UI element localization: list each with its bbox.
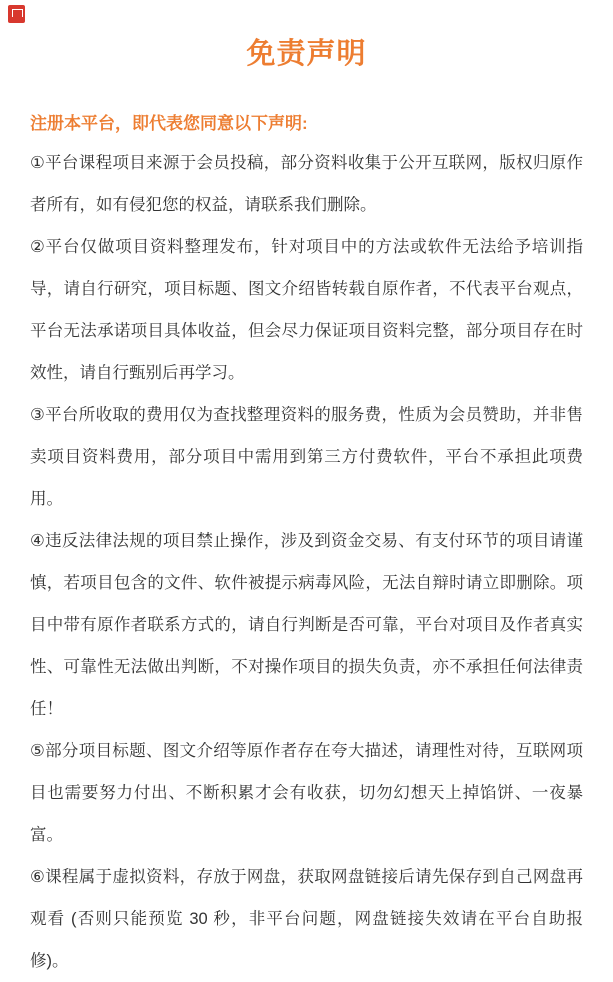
disclaimer-item-5: ⑤部分项目标题、图文介绍等原作者存在夸大描述，请理性对待，互联网项目也需要努力付出、不断积累才会有收获，切勿幻想天上掉馅饼、一夜暴富。 xyxy=(30,742,583,844)
red-corner-icon xyxy=(8,5,25,23)
disclaimer-paragraphs xyxy=(30,142,583,982)
disclaimer-item-6: ⑥课程属于虚拟资料，存放于网盘，获取网盘链接后请先保存到自己网盘再观看 (否则只能预览 30 秒，非平台问题，网盘链接失效请在平台自助报修)。 xyxy=(30,868,583,970)
lead-statement: 注册本平台，即代表您同意以下声明: xyxy=(30,114,308,133)
disclaimer-item-1: ①平台课程项目来源于会员投稿，部分资料收集于公开互联网，版权归原作者所有，如有侵犯您的权益，请联系我们删除。 xyxy=(30,154,583,214)
page-title: 免责声明 xyxy=(246,38,367,70)
disclaimer-item-3: ③平台所收取的费用仅为查找整理资料的服务费，性质为会员赞助，并非售卖项目资料费用，部分项目中需用到第三方付费软件，平台不承担此项费用。 xyxy=(30,406,583,508)
disclaimer-item-4: ④违反法律法规的项目禁止操作，涉及到资金交易、有支付环节的项目请谨慎，若项目包含的文件、软件被提示病毒风险，无法自辩时请立即删除。项目中带有原作者联系方式的，请自行判断是否可靠，平台对项目及作者真实性、可靠性无法做出判断，不对操作项目的损失负责，亦不承担任何法律责任！ xyxy=(30,532,583,718)
disclaimer-item-2: ②平台仅做项目资料整理发布，针对项目中的方法或软件无法给予培训指导，请自行研究，项目标题、图文介绍皆转载自原作者，不代表平台观点，平台无法承诺项目具体收益，但会尽力保证项目资料完整，部分项目存在时效性，请自行甄别后再学习。 xyxy=(30,238,583,382)
